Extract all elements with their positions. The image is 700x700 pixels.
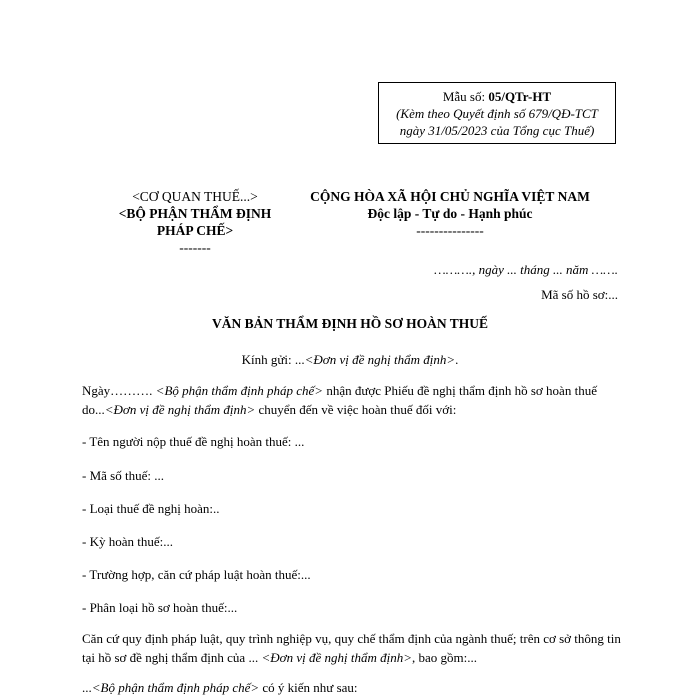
item-refund-period: - Kỳ hoàn thuế:...	[82, 534, 173, 549]
intro-unit: <Đơn vị đề nghị thẩm định>	[104, 402, 256, 417]
addressee-prefix: Kính gửi: ...	[241, 352, 305, 367]
national-rule: ---------------	[416, 223, 484, 238]
intro-tail: chuyển đến về việc hoàn thuế đối với:	[255, 402, 457, 417]
basis-paragraph	[82, 629, 622, 667]
date-line: ………., ngày ... tháng ... năm …….	[434, 262, 618, 277]
opinion-paragraph	[82, 678, 622, 697]
department-line-1: <BỘ PHẬN THẨM ĐỊNH	[118, 206, 272, 221]
document-title: VĂN BẢN THẨM ĐỊNH HỒ SƠ HOÀN THUẾ	[212, 316, 488, 331]
form-number	[379, 88, 615, 105]
item-legal-basis: - Trường hợp, căn cứ pháp luật hoàn thuế:...	[82, 567, 311, 582]
national-header	[300, 188, 600, 239]
intro-date: Ngày……….	[82, 383, 156, 398]
national-motto: Độc lập - Tự do - Hạnh phúc	[367, 206, 533, 221]
nation-name: CỘNG HÒA XÃ HỘI CHỦ NGHĨA VIỆT NAM	[310, 189, 590, 204]
form-number-code: 05/QTr-HT	[488, 89, 552, 104]
addressee-suffix: .	[455, 352, 459, 367]
form-decision-date: ngày 31/05/2023 của Tổng cục Thuế)	[399, 123, 595, 138]
opinion-lead: ...	[82, 680, 92, 695]
item-dossier-class: - Phân loại hồ sơ hoàn thuế:...	[82, 600, 238, 615]
opinion-department: <Bộ phận thẩm định pháp chế>	[91, 680, 260, 695]
basis-text: Căn cứ quy định pháp luật, quy trình nghiệp vụ, quy chế thẩm định của ngành thuế; trên cơ sở thông tin tại hồ sơ đề nghị thẩm định của ...	[82, 631, 621, 665]
opinion-text: có ý kiến như sau:	[259, 680, 358, 695]
agency-rule: -------	[179, 240, 211, 255]
form-decision-ref: (Kèm theo Quyết định số 679/QĐ-TCT	[396, 106, 598, 121]
intro-text: nhận được Phiếu đề nghị thẩm định hồ sơ hoàn thuế do...	[82, 383, 597, 417]
basis-unit: <Đơn vị đề nghị thẩm định>	[261, 650, 412, 665]
item-taxpayer-name: - Tên người nộp thuế đề nghị hoàn thuế: ...	[82, 434, 305, 449]
intro-department: <Bộ phận thẩm định pháp chế>	[155, 383, 324, 398]
department-line-2: PHÁP CHẾ>	[156, 223, 234, 238]
agency-header	[95, 188, 295, 256]
intro-paragraph	[82, 381, 622, 419]
form-number-box	[378, 82, 616, 144]
form-number-prefix: Mẫu số:	[442, 89, 489, 104]
addressee-line	[0, 352, 700, 368]
item-tax-code: - Mã số thuế: ...	[82, 468, 164, 483]
dossier-number: Mã số hồ sơ:...	[541, 287, 618, 302]
addressee-unit: <Đơn vị đề nghị thẩm định>	[304, 352, 456, 367]
item-tax-type: - Loại thuế đề nghị hoàn:..	[82, 501, 220, 516]
agency-name: <CƠ QUAN THUẾ...>	[132, 189, 258, 204]
basis-tail: , bao gồm:...	[411, 650, 477, 665]
